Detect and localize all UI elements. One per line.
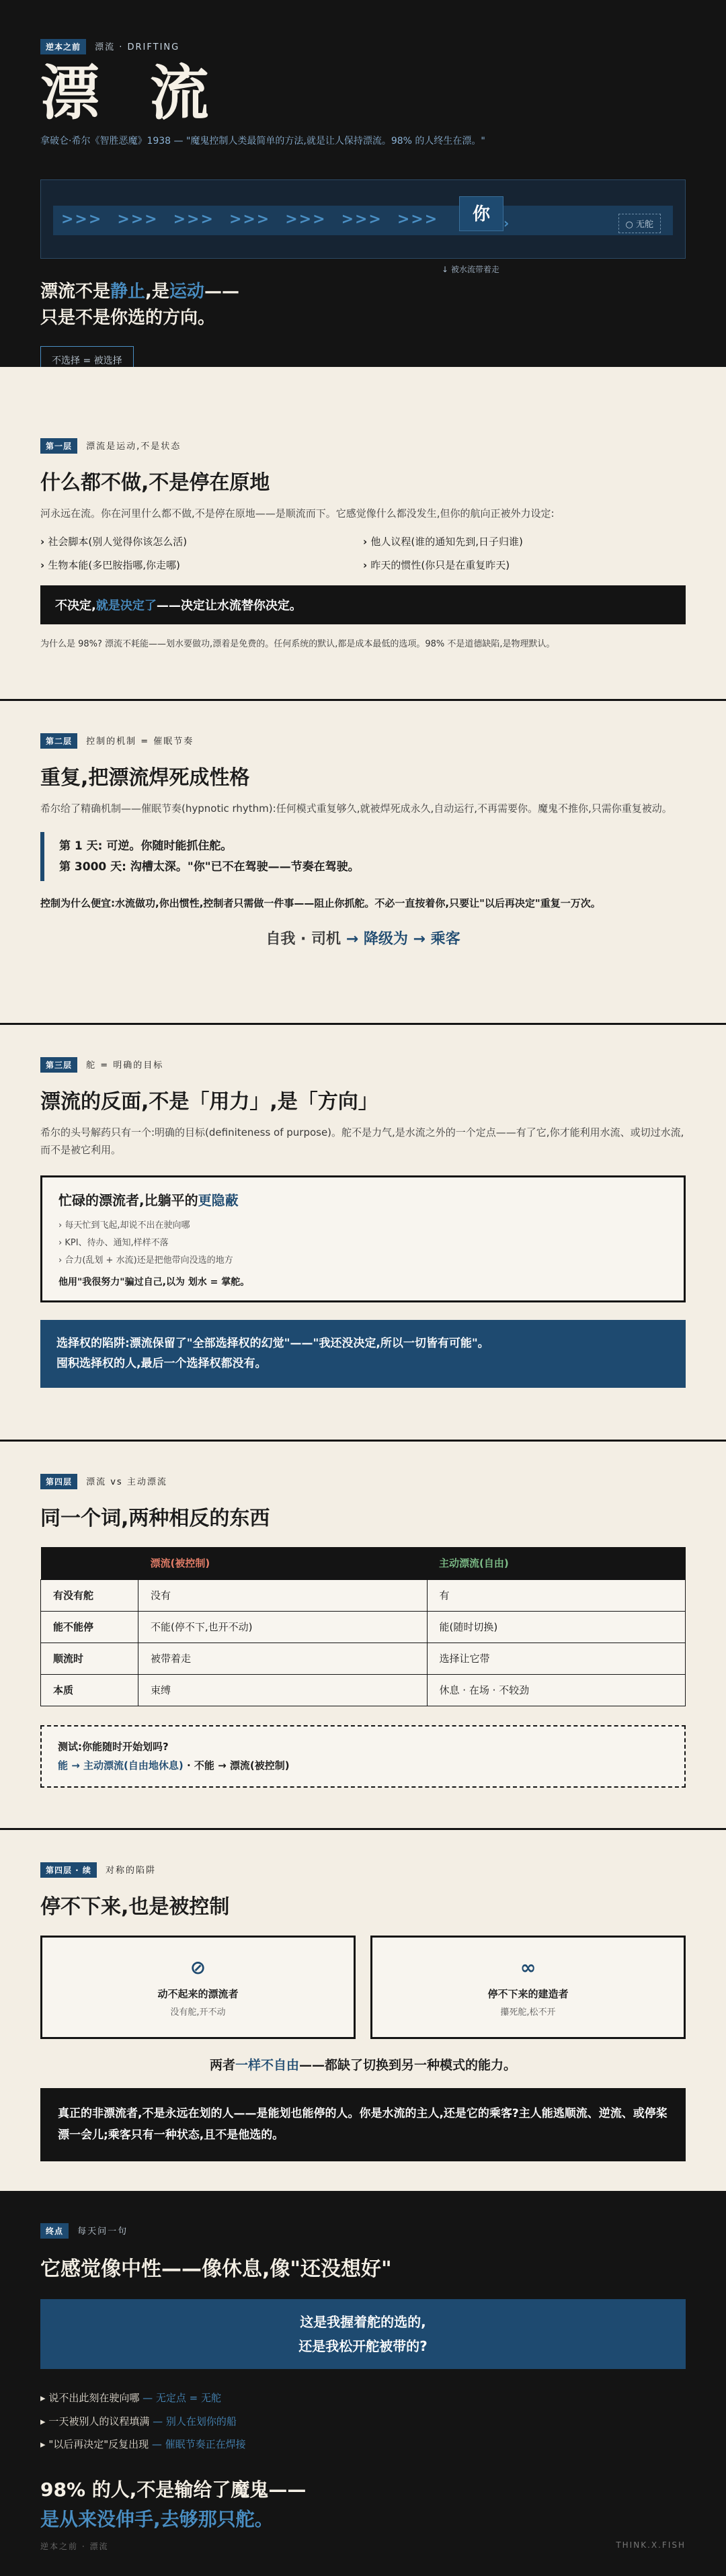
table-row: 能不能停 不能(停不下,也开不动) 能(随时切换) [41, 1611, 686, 1643]
callout-bar: 不决定,就是决定了——决定让水流替你决定。 [40, 585, 686, 624]
layer-kicker: 控制的机制 = 催眠节奏 [86, 737, 194, 747]
blocked-icon: ⊘ [190, 1956, 206, 1979]
master-callout: 真正的非漂流者,不是永远在划的人——是能划也能停的人。你是水流的主人,还是它的乘客?主人能逃顺流、逆流、或停桨漂一会儿;乘客只有一种状态,且不是他选的。 [40, 2088, 686, 2161]
layer-badge: 第三层 [40, 1057, 77, 1073]
list-item: › 社会脚本(别人觉得你该怎么活) [40, 534, 363, 548]
box-footer: 他用"我很努力"骗过自己,以为 划水 = 掌舵。 [58, 1276, 250, 1288]
force-list [40, 534, 686, 572]
table-row: 有没有舵 没有 有 [41, 1579, 686, 1611]
section-heading: 漂流的反面,不是「用力」,是「方向」 [40, 1090, 378, 1114]
warning-list [40, 2386, 686, 2456]
final-statement: 98% 的人,不是输给了魔鬼—— 是从来没伸手,去够那只舵。 [40, 2478, 307, 2531]
trap-cards [40, 1936, 686, 2039]
page-footer [40, 2540, 686, 2552]
box-title: 忙碌的漂流者,比躺平的更隐蔽 [58, 1192, 239, 1208]
layer-badge: 第四层 [40, 1474, 77, 1489]
section-heading: 同一个词,两种相反的东西 [40, 1507, 270, 1530]
test-box: 测试:你能随时开始划吗? 能 → 主动漂流(自由地休息) · 不能 → 漂流(被控制) [40, 1725, 686, 1788]
stuck-drifter-card: ⊘ 动不起来的漂流者 没有舵,开不动 [40, 1936, 356, 2039]
you-note: ↓ 被水流带着走 [442, 265, 499, 275]
hero-section [0, 0, 726, 367]
daily-question: 这是我握着舵的选的, 还是我松开舵被带的? [40, 2299, 686, 2369]
busy-drifter-box [40, 1175, 686, 1302]
footnote: 为什么是 98%? 漂流不耗能——划水要做功,漂着是免费的。任何系统的默认,都是成本最低的选项。98% 不是道德缺陷,是物理默认。 [40, 639, 555, 650]
list-item: ▸ "以后再决定"反复出现 — 催眠节奏正在焊接 [40, 2433, 686, 2456]
layer-kicker: 漂流 vs 主动漂流 [86, 1477, 167, 1487]
hero-formula: 不选择 = 被选择 [40, 346, 134, 374]
list-item: › 每天忙到飞起,却说不出在驶向哪 [58, 1217, 668, 1235]
hero-badge: 逆本之前 [40, 39, 86, 54]
layer-badge: 第二层 [40, 733, 77, 749]
table-header-row: 漂流(被控制) 主动漂流(自由) [41, 1547, 686, 1579]
comparison-table [40, 1547, 686, 1706]
layer-badge: 第一层 [40, 438, 77, 454]
section-heading: 什么都不做,不是停在原地 [40, 471, 270, 495]
footer-left: 逆本之前 · 漂流 [40, 2542, 109, 2551]
drift-illustration [40, 179, 686, 275]
river-current [53, 204, 673, 275]
list-item: › 他人议程(谁的通知先到,日子归谁) [363, 534, 686, 548]
layer-kicker: 舵 = 明确的目标 [86, 1061, 164, 1071]
table-row: 顺流时 被带着走 选择让它带 [41, 1643, 686, 1674]
layer-kicker: 对称的陷阱 [106, 1866, 157, 1876]
list-item: ▸ 说不出此刻在驶向哪 — 无定点 = 无舵 [40, 2386, 686, 2410]
section-heading: 停不下来,也是被控制 [40, 1895, 230, 1919]
nonstop-builder-card: ∞ 停不下来的建造者 攥死舵,松不开 [370, 1936, 686, 2039]
you-boat: 你 [459, 196, 503, 231]
chevron-right-icon: › [503, 215, 510, 232]
end-kicker: 每天问一句 [77, 2227, 128, 2237]
infinity-icon: ∞ [520, 1956, 536, 1979]
section-body: 控制为什么便宜:水流做功,你出惯性,控制者只需做一件事——阻止你抓舵。不必一直按着你,只要让"以后再决定"重复一万次。 [40, 897, 601, 910]
section-layer-4 [0, 1442, 726, 1828]
busy-list [58, 1217, 668, 1270]
hero-lead: 漂流不是静止,是运动—— 只是不是你选的方向。 [40, 282, 239, 329]
section-heading: 重复,把漂流焊死成性格 [40, 766, 250, 790]
layer-badge: 第四层 · 续 [40, 1862, 97, 1878]
end-heading: 它感觉像中性——像休息,像"还没想好" [40, 2257, 392, 2281]
demotion-chain: 自我 · 司机 → 降级为 → 乘客 [266, 930, 460, 948]
end-section [0, 2191, 726, 2576]
section-intro: 河永远在流。你在河里什么都不做,不是停在原地——是顺流而下。它感觉像什么都没发生,但你的航向正被外力设定: [40, 507, 555, 520]
day-quote: 第 1 天: 可逆。你随时能抓住舵。 第 3000 天: 沟槽太深。"你"已不在驾驶——节奏在驾驶。 [40, 832, 686, 881]
list-item: › 生物本能(多巴胺指哪,你走哪) [40, 558, 363, 572]
section-layer-2 [0, 701, 726, 1023]
summary-line: 两者一样不自由——都缺了切换到另一种模式的能力。 [209, 2058, 517, 2073]
section-layer-3 [0, 1025, 726, 1440]
section-layer-4b [0, 1830, 726, 2191]
table-row: 本质 束缚 休息 · 在场 · 不较劲 [41, 1674, 686, 1706]
layer-kicker: 漂流是运动,不是状态 [86, 442, 182, 452]
list-item: › KPI、待办、通知,样样不落 [58, 1235, 668, 1252]
end-badge: 终点 [40, 2223, 69, 2239]
section-intro: 希尔的头号解药只有一个:明确的目标(definiteness of purpose)。舵不是力气,是水流之外的一个定点——有了它,你才能利用水流、或切过水流,而不是被它利用。 [40, 1126, 684, 1157]
choice-trap-callout: 选择权的陷阱:漂流保留了"全部选择权的幻觉"——"我还没决定,所以一切皆有可能"。 囤积选择权的人,最后一个选择权都没有。 [40, 1320, 686, 1388]
footer-brand: THINK.X.FISH [616, 2540, 686, 2550]
no-rudder-label: ○ 无舵 [618, 214, 661, 233]
hero-quote: 拿破仑·希尔《智胜恶魔》1938 — "魔鬼控制人类最简单的方法,就是让人保持漂流。98% 的人终生在漂。" [40, 136, 485, 147]
list-item: › 昨天的惯性(你只是在重复昨天) [363, 558, 686, 572]
hero-kicker: 漂流 · DRIFTING [95, 42, 180, 52]
current-arrows: >>> >>> >>> >>> >>> >>> >>> [61, 211, 439, 228]
list-item: ▸ 一天被别人的议程填满 — 别人在划你的船 [40, 2410, 686, 2434]
section-layer-1 [0, 367, 726, 699]
list-item: › 合力(乱划 + 水流)还是把他带向没选的地方 [58, 1252, 668, 1270]
page-title: 漂 流 [40, 58, 224, 128]
section-intro: 希尔给了精确机制——催眠节奏(hypnotic rhythm):任何模式重复够久,就被焊死成永久,自动运行,不再需要你。魔鬼不推你,只需你重复被动。 [40, 802, 672, 815]
